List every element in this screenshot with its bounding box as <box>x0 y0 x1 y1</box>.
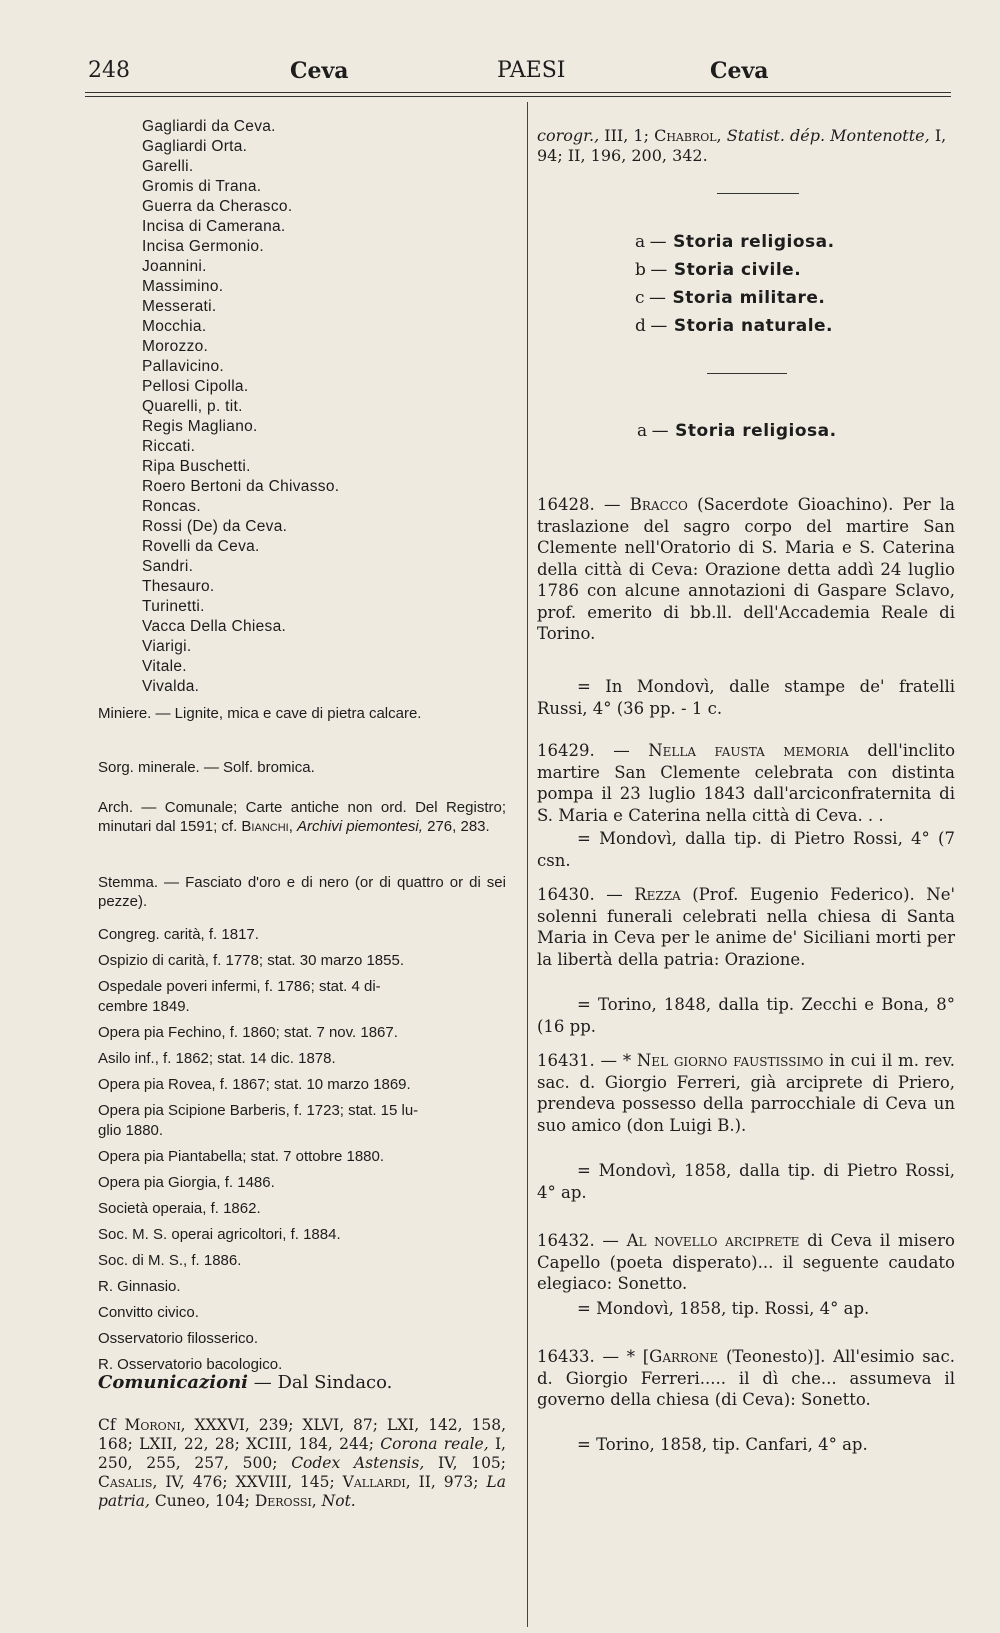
family-name: Roncas. <box>142 498 201 515</box>
family-name: Incisa Germonio. <box>142 238 264 255</box>
page-header <box>85 52 945 92</box>
separator-rule <box>707 373 787 374</box>
bibliography-entry: 16433. — * [Garrone (Teonesto)]. All'esimio sac. d. Giorgio Ferreri..... il dì che... assumeva il governo della chiesa (di Ceva): Sonetto. <box>537 1347 955 1409</box>
family-name: Rossi (De) da Ceva. <box>142 518 288 535</box>
separator-rule <box>717 193 799 194</box>
family-name: Pallavicino. <box>142 358 225 375</box>
family-name: Joannini. <box>142 258 207 275</box>
family-name: Thesauro. <box>142 578 215 595</box>
bibliography-entry: 16430. — Rezza (Prof. Eugenio Federico). Ne' solenni funerali celebrati nella chiesa di Santa Maria in Ceva per le anime de' Siciliani morti per la libertà della patria: Orazione. <box>537 885 956 969</box>
family-name: Guerra da Cherasco. <box>142 198 293 215</box>
continued-references: corogr., III, 1; Chabrol, Statist. dép. Montenotte, I, 94; II, 196, 200, 342. <box>537 126 947 165</box>
comunicazioni-source: — Dal Sindaco. <box>253 1372 393 1393</box>
institution-line: Soc. M. S. operai agricoltori, f. 1884. <box>98 1226 341 1243</box>
institution-line: R. Osservatorio bacologico. <box>98 1356 283 1373</box>
family-name: Vitale. <box>142 658 187 675</box>
page-number: 248 <box>88 58 130 83</box>
institution-line: Società operaia, f. 1862. <box>98 1200 261 1217</box>
family-name: Vacca Della Chiesa. <box>142 618 287 635</box>
family-name: Morozzo. <box>142 338 209 355</box>
family-name: Regis Magliano. <box>142 418 258 435</box>
institution-line: Opera pia Fechino, f. 1860; stat. 7 nov. 1867. <box>98 1024 398 1041</box>
institution-line: Asilo inf., f. 1862; stat. 14 dic. 1878. <box>98 1050 336 1067</box>
institution-line: Opera pia Rovea, f. 1867; stat. 10 marzo 1869. <box>98 1076 411 1093</box>
institution-line: Ospizio di carità, f. 1778; stat. 30 marzo 1855. <box>98 952 404 969</box>
miniere-paragraph: Miniere. — Lignite, mica e cave di pietra calcare. <box>98 705 422 722</box>
family-name: Incisa di Camerana. <box>142 218 286 235</box>
family-name: Riccati. <box>142 438 196 455</box>
family-name: Messerati. <box>142 298 217 315</box>
publication-line: = In Mondovì, dalle stampe de' fratelli Russi, 4° (36 pp. - 1 c. <box>537 677 955 718</box>
institution-line: Opera pia Scipione Barberis, f. 1723; stat. 15 lu- <box>98 1102 419 1119</box>
family-name: Turinetti. <box>142 598 205 615</box>
family-name: Viarigi. <box>142 638 192 655</box>
running-title-left: Ceva <box>290 58 349 84</box>
family-name: Massimino. <box>142 278 224 295</box>
institution-line: R. Ginnasio. <box>98 1278 181 1295</box>
publication-line: = Mondovì, 1858, dalla tip. di Pietro Rossi, 4° ap. <box>537 1161 955 1202</box>
institution-line: Opera pia Giorgia, f. 1486. <box>98 1174 275 1191</box>
header-rule <box>85 92 951 93</box>
bibliography-entry: 16431. — * Nel giorno faustissimo in cui il m. rev. sac. d. Giorgio Ferreri, già arciprete di Priero, prendeva possesso della parrocchiale di Ceva un suo amico (don Luigi B.). <box>537 1051 955 1135</box>
section-heading: a — Storia religiosa. <box>635 232 835 252</box>
publication-line: = Torino, 1858, tip. Canfari, 4° ap. <box>577 1435 868 1454</box>
family-name: Vivalda. <box>142 678 200 695</box>
institution-line: Congreg. carità, f. 1817. <box>98 926 259 943</box>
family-name: Ripa Buschetti. <box>142 458 251 475</box>
section-title: a — Storia religiosa. <box>637 421 837 441</box>
references-paragraph: Cf Moroni, XXXVI, 239; XLVI, 87; LXI, 142, 158, 168; LXII, 22, 28; XCIII, 184, 244; Corona reale, I, 250, 255, 257, 500; Codex Astensis, IV, 105; Casalis, IV, 476; XXVIII, 145; Vallardi, II, 973; La patria, Cuneo, 104; Derossi, Not. <box>98 1416 507 1510</box>
family-name: Roero Bertoni da Chivasso. <box>142 478 340 495</box>
family-name: Quarelli, p. tit. <box>142 398 243 415</box>
family-name: Mocchia. <box>142 318 207 335</box>
archivio-paragraph: Arch. — Comunale; Carte antiche non ord. Del Registro; minutari dal 1591; cf. Bianchi, Archivi piemontesi, 276, 283. <box>98 799 506 835</box>
family-name: Gagliardi da Ceva. <box>142 118 276 135</box>
publication-line: = Mondovì, dalla tip. di Pietro Rossi, 4° (7 csn. <box>537 829 955 870</box>
column-divider <box>527 102 528 1627</box>
family-name: Gagliardi Orta. <box>142 138 248 155</box>
institution-line: glio 1880. <box>98 1122 164 1139</box>
institution-line: Opera pia Piantabella; stat. 7 ottobre 1880. <box>98 1148 385 1165</box>
family-name: Sandri. <box>142 558 194 575</box>
bibliography-entry: 16432. — Al novello arciprete di Ceva il misero Capello (poeta disperato)... il seguente caudato elegiaco: Sonetto. <box>537 1231 955 1293</box>
publication-line: = Mondovì, 1858, tip. Rossi, 4° ap. <box>577 1299 870 1318</box>
family-name: Pellosi Cipolla. <box>142 378 249 395</box>
institution-line: Soc. di M. S., f. 1886. <box>98 1252 242 1269</box>
family-name: Garelli. <box>142 158 194 175</box>
institution-line: Osservatorio filosserico. <box>98 1330 259 1347</box>
comunicazioni-label: Comunicazioni <box>98 1372 249 1393</box>
family-name: Rovelli da Ceva. <box>142 538 260 555</box>
institution-line: cembre 1849. <box>98 998 190 1015</box>
stemma-paragraph: Stemma. — Fasciato d'oro e di nero (or di quattro or di sei pezze). <box>98 874 506 910</box>
sorgenti-paragraph: Sorg. minerale. — Solf. bromica. <box>98 759 315 776</box>
section-heading: d — Storia naturale. <box>635 316 834 336</box>
section-heading: c — Storia militare. <box>635 288 826 308</box>
bibliography-entry: 16428. — Bracco (Sacerdote Gioachino). Per la traslazione del sagro corpo del martire San Clemente nell'Oratorio di S. Maria e S. Caterina della città di Ceva: Orazione detta addì 24 luglio 1786 con alcune annotazioni di Gaspare Sclavo, prof. emerito di bb.ll. dell'Accademia Reale di Torino. <box>537 495 956 643</box>
bibliography-entry: 16429. — Nella fausta memoria dell'inclito martire San Clemente celebrata con distinta pompa il 23 luglio 1843 dall'arciconfraternita di S. Maria e Caterina nella città di Ceva. . . <box>537 741 956 825</box>
section-heading: b — Storia civile. <box>635 260 802 280</box>
family-name: Gromis di Trana. <box>142 178 262 195</box>
comunicazioni-line <box>98 1372 392 1393</box>
institution-line: Convitto civico. <box>98 1304 199 1321</box>
header-rule-double <box>85 96 951 97</box>
running-title-center: PAESI <box>497 58 566 83</box>
publication-line: = Torino, 1848, dalla tip. Zecchi e Bona, 8° (16 pp. <box>537 995 955 1036</box>
institution-line: Ospedale poveri infermi, f. 1786; stat. 4 di- <box>98 978 381 995</box>
running-title-right: Ceva <box>710 58 769 84</box>
